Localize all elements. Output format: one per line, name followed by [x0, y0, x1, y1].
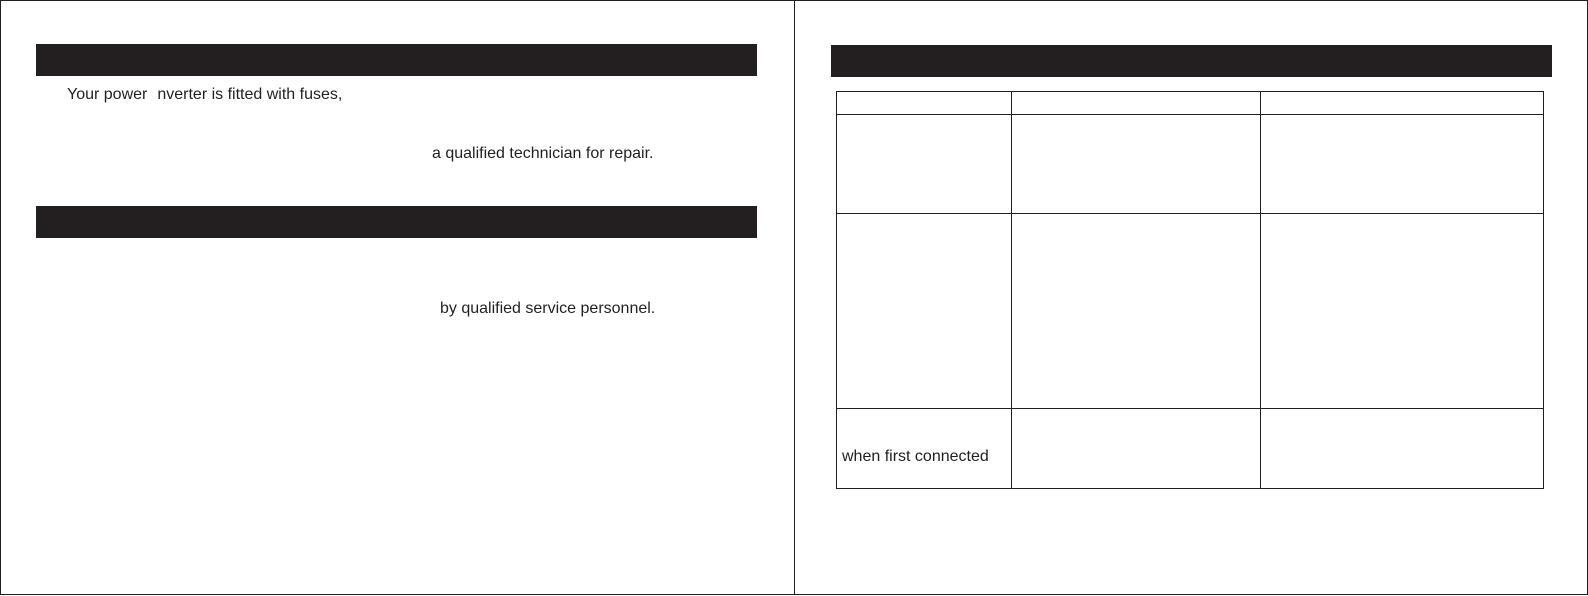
- right-page: [794, 0, 1588, 595]
- table-header-cell: [1261, 92, 1544, 115]
- table-header-row: [837, 92, 1544, 115]
- table-row: [837, 409, 1544, 489]
- fuses-paragraph-line-2: a qualified technician for repair.: [432, 145, 654, 162]
- symptom-text: when first connected: [842, 448, 989, 465]
- troubleshooting-table: [836, 91, 1544, 489]
- fuses-section-header-bar: [36, 44, 757, 76]
- fuses-paragraph-line-1: [67, 85, 342, 105]
- table-cell: [1012, 214, 1261, 409]
- table-row: [837, 115, 1544, 214]
- left-page: [0, 0, 795, 595]
- table-cell: [1261, 409, 1544, 489]
- table-cell: [1012, 115, 1261, 214]
- table-header-cell: [1012, 92, 1261, 115]
- table-cell: [837, 409, 1012, 489]
- table-cell: [1261, 214, 1544, 409]
- table-cell: [1261, 115, 1544, 214]
- troubleshooting-section-header-bar: [831, 45, 1552, 77]
- table-row: [837, 214, 1544, 409]
- fuses-text-part-1: Your power: [67, 86, 148, 103]
- service-section-header-bar: [36, 206, 757, 238]
- table-cell: [1012, 409, 1261, 489]
- table-cell: [837, 214, 1012, 409]
- service-paragraph-line: by qualified service personnel.: [440, 300, 656, 317]
- fuses-text-part-2: nverter is fitted with fuses,: [157, 86, 343, 103]
- table-header-cell: [837, 92, 1012, 115]
- table-cell: [837, 115, 1012, 214]
